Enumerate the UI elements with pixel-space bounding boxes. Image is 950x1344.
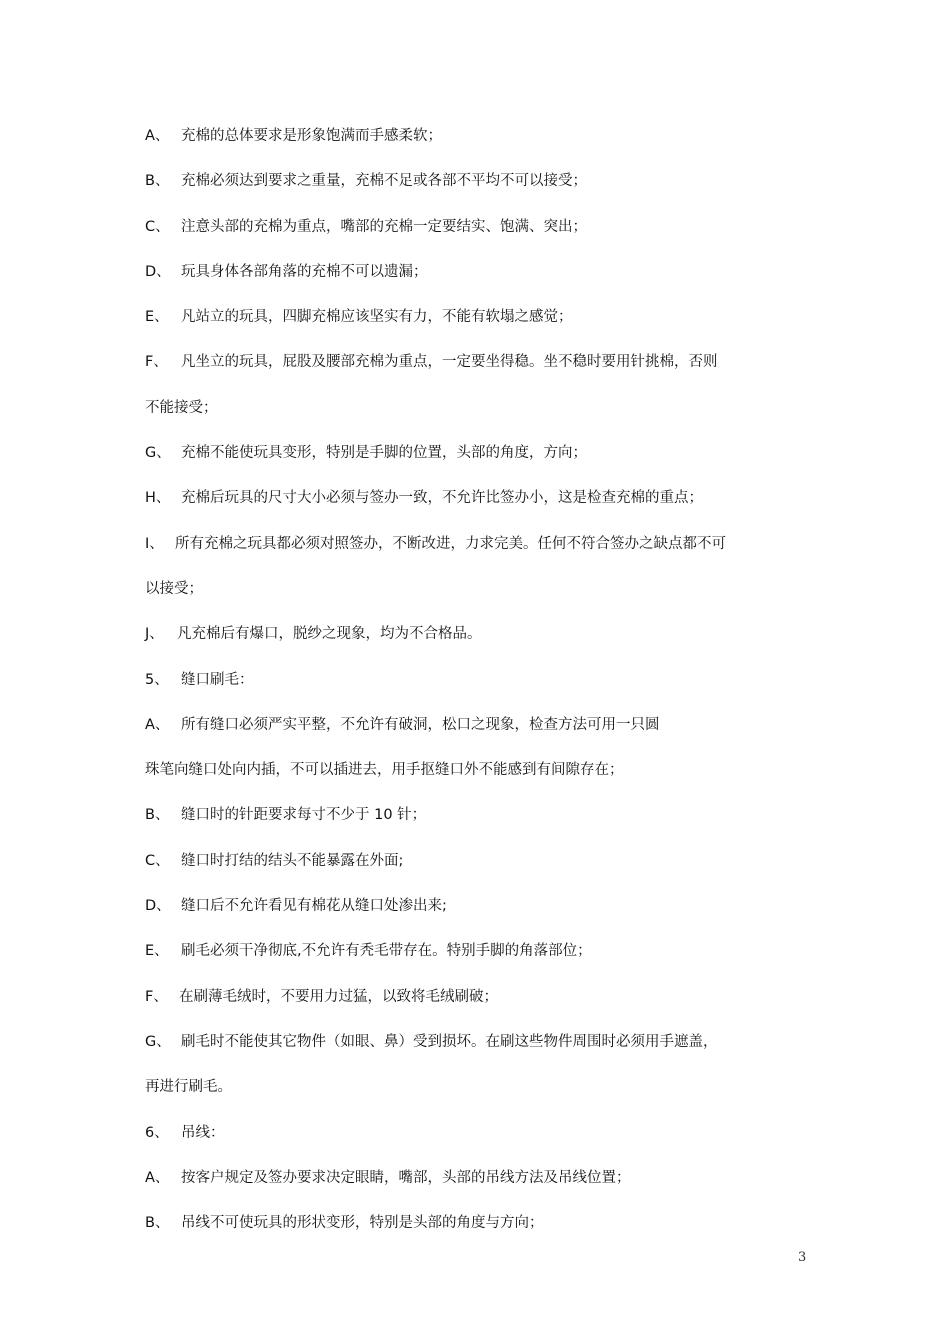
item-text: 所有缝口必须严实平整，不允许有破洞，松口之现象，检查方法可用一只圆 <box>181 716 660 733</box>
list-item <box>145 939 815 984</box>
body-text <box>145 124 815 1256</box>
item-label: B、 <box>145 1215 170 1232</box>
item-label: A、 <box>145 716 170 733</box>
list-item-continuation <box>145 1075 815 1120</box>
list-item-continuation <box>145 758 815 803</box>
item-label: F、 <box>145 354 168 371</box>
list-item <box>145 1211 815 1256</box>
item-text: 凡充棉后有爆口，脱纱之现象，均为不合格品。 <box>177 626 482 643</box>
item-label: D、 <box>145 898 171 915</box>
list-item <box>145 849 815 894</box>
list-item <box>145 985 815 1030</box>
item-label: D、 <box>145 263 171 280</box>
section-title: 吊线： <box>181 1124 225 1141</box>
item-label: J、 <box>145 626 164 643</box>
item-label: A、 <box>145 128 170 144</box>
section-heading <box>145 668 815 713</box>
item-label: C、 <box>145 852 170 869</box>
list-item <box>145 713 815 758</box>
list-item <box>145 532 815 577</box>
item-text: 刷毛时不能使其它物件（如眼、鼻）受到损坏。在刷这些物件周围时必须用手遮盖， <box>181 1033 718 1050</box>
item-text: 按客户规定及签办要求决定眼睛，嘴部，头部的吊线方法及吊线位置； <box>181 1169 631 1186</box>
item-text: 珠笔向缝口处向内插，不可以插进去，用手抠缝口外不能感到有间隙存在； <box>145 762 624 779</box>
list-item <box>145 1166 815 1211</box>
item-text: 凡站立的玩具，四脚充棉应该坚实有力，不能有软塌之感觉； <box>181 309 573 326</box>
list-item <box>145 169 815 214</box>
item-text: 充棉不能使玩具变形，特别是手脚的位置，头部的角度，方向； <box>181 445 587 462</box>
item-label: I、 <box>145 535 164 552</box>
item-label: B、 <box>145 173 170 190</box>
section-heading <box>145 1121 815 1166</box>
list-item <box>145 215 815 260</box>
list-item <box>145 305 815 350</box>
section-title: 缝口刷毛： <box>181 671 254 688</box>
item-label: E、 <box>145 943 169 960</box>
list-item <box>145 894 815 939</box>
item-text: 缝口后不允许看见有棉花从缝口处渗出来; <box>181 898 447 915</box>
item-label: B、 <box>145 807 170 824</box>
item-label: A、 <box>145 1169 170 1186</box>
item-label: H、 <box>145 490 171 507</box>
item-label: G、 <box>145 445 171 462</box>
item-text: 所有充棉之玩具都必须对照签办，不断改进，力求完美。任何不符合签办之缺点都不可 <box>175 535 726 552</box>
list-item <box>145 441 815 486</box>
list-item-continuation <box>145 577 815 622</box>
item-text: 再进行刷毛。 <box>145 1079 232 1096</box>
item-label: E、 <box>145 309 169 326</box>
item-text: 缝口时打结的结头不能暴露在外面; <box>181 852 404 869</box>
list-item <box>145 124 815 169</box>
item-text: 凡坐立的玩具，屁股及腰部充棉为重点，一定要坐得稳。坐不稳时要用针挑棉，否则 <box>181 354 718 371</box>
list-item <box>145 803 815 848</box>
list-item-continuation <box>145 396 815 441</box>
item-text: 注意头部的充棉为重点，嘴部的充棉一定要结实、饱满、突出； <box>181 218 587 235</box>
item-label: C、 <box>145 218 170 235</box>
page-number: 3 <box>798 1250 807 1265</box>
item-label: G、 <box>145 1033 171 1050</box>
list-item <box>145 622 815 667</box>
section-number: 6、 <box>145 1124 169 1141</box>
item-text: 充棉必须达到要求之重量，充棉不足或各部不平均不可以接受； <box>181 173 587 190</box>
section-number: 5、 <box>145 671 169 688</box>
item-text: 以接受； <box>145 580 203 597</box>
list-item <box>145 350 815 395</box>
item-text: 不能接受； <box>145 399 218 416</box>
item-text: 充棉后玩具的尺寸大小必须与签办一致，不允许比签办小，这是检查充棉的重点； <box>181 490 703 507</box>
list-item <box>145 1030 815 1075</box>
item-text: 刷毛必须干净彻底,不允许有秃毛带存在。特别手脚的角落部位； <box>181 943 592 960</box>
item-text: 吊线不可使玩具的形状变形，特别是头部的角度与方向； <box>181 1215 544 1232</box>
list-item <box>145 260 815 305</box>
item-text: 在刷薄毛绒时，不要用力过猛，以致将毛绒刷破； <box>179 988 498 1005</box>
item-label: F、 <box>145 988 168 1005</box>
list-item <box>145 486 815 531</box>
item-text: 充棉的总体要求是形象饱满而手感柔软； <box>181 128 442 144</box>
item-text: 玩具身体各部角落的充棉不可以遗漏； <box>181 263 428 280</box>
item-text: 缝口时的针距要求每寸不少于 10 针； <box>181 807 427 824</box>
